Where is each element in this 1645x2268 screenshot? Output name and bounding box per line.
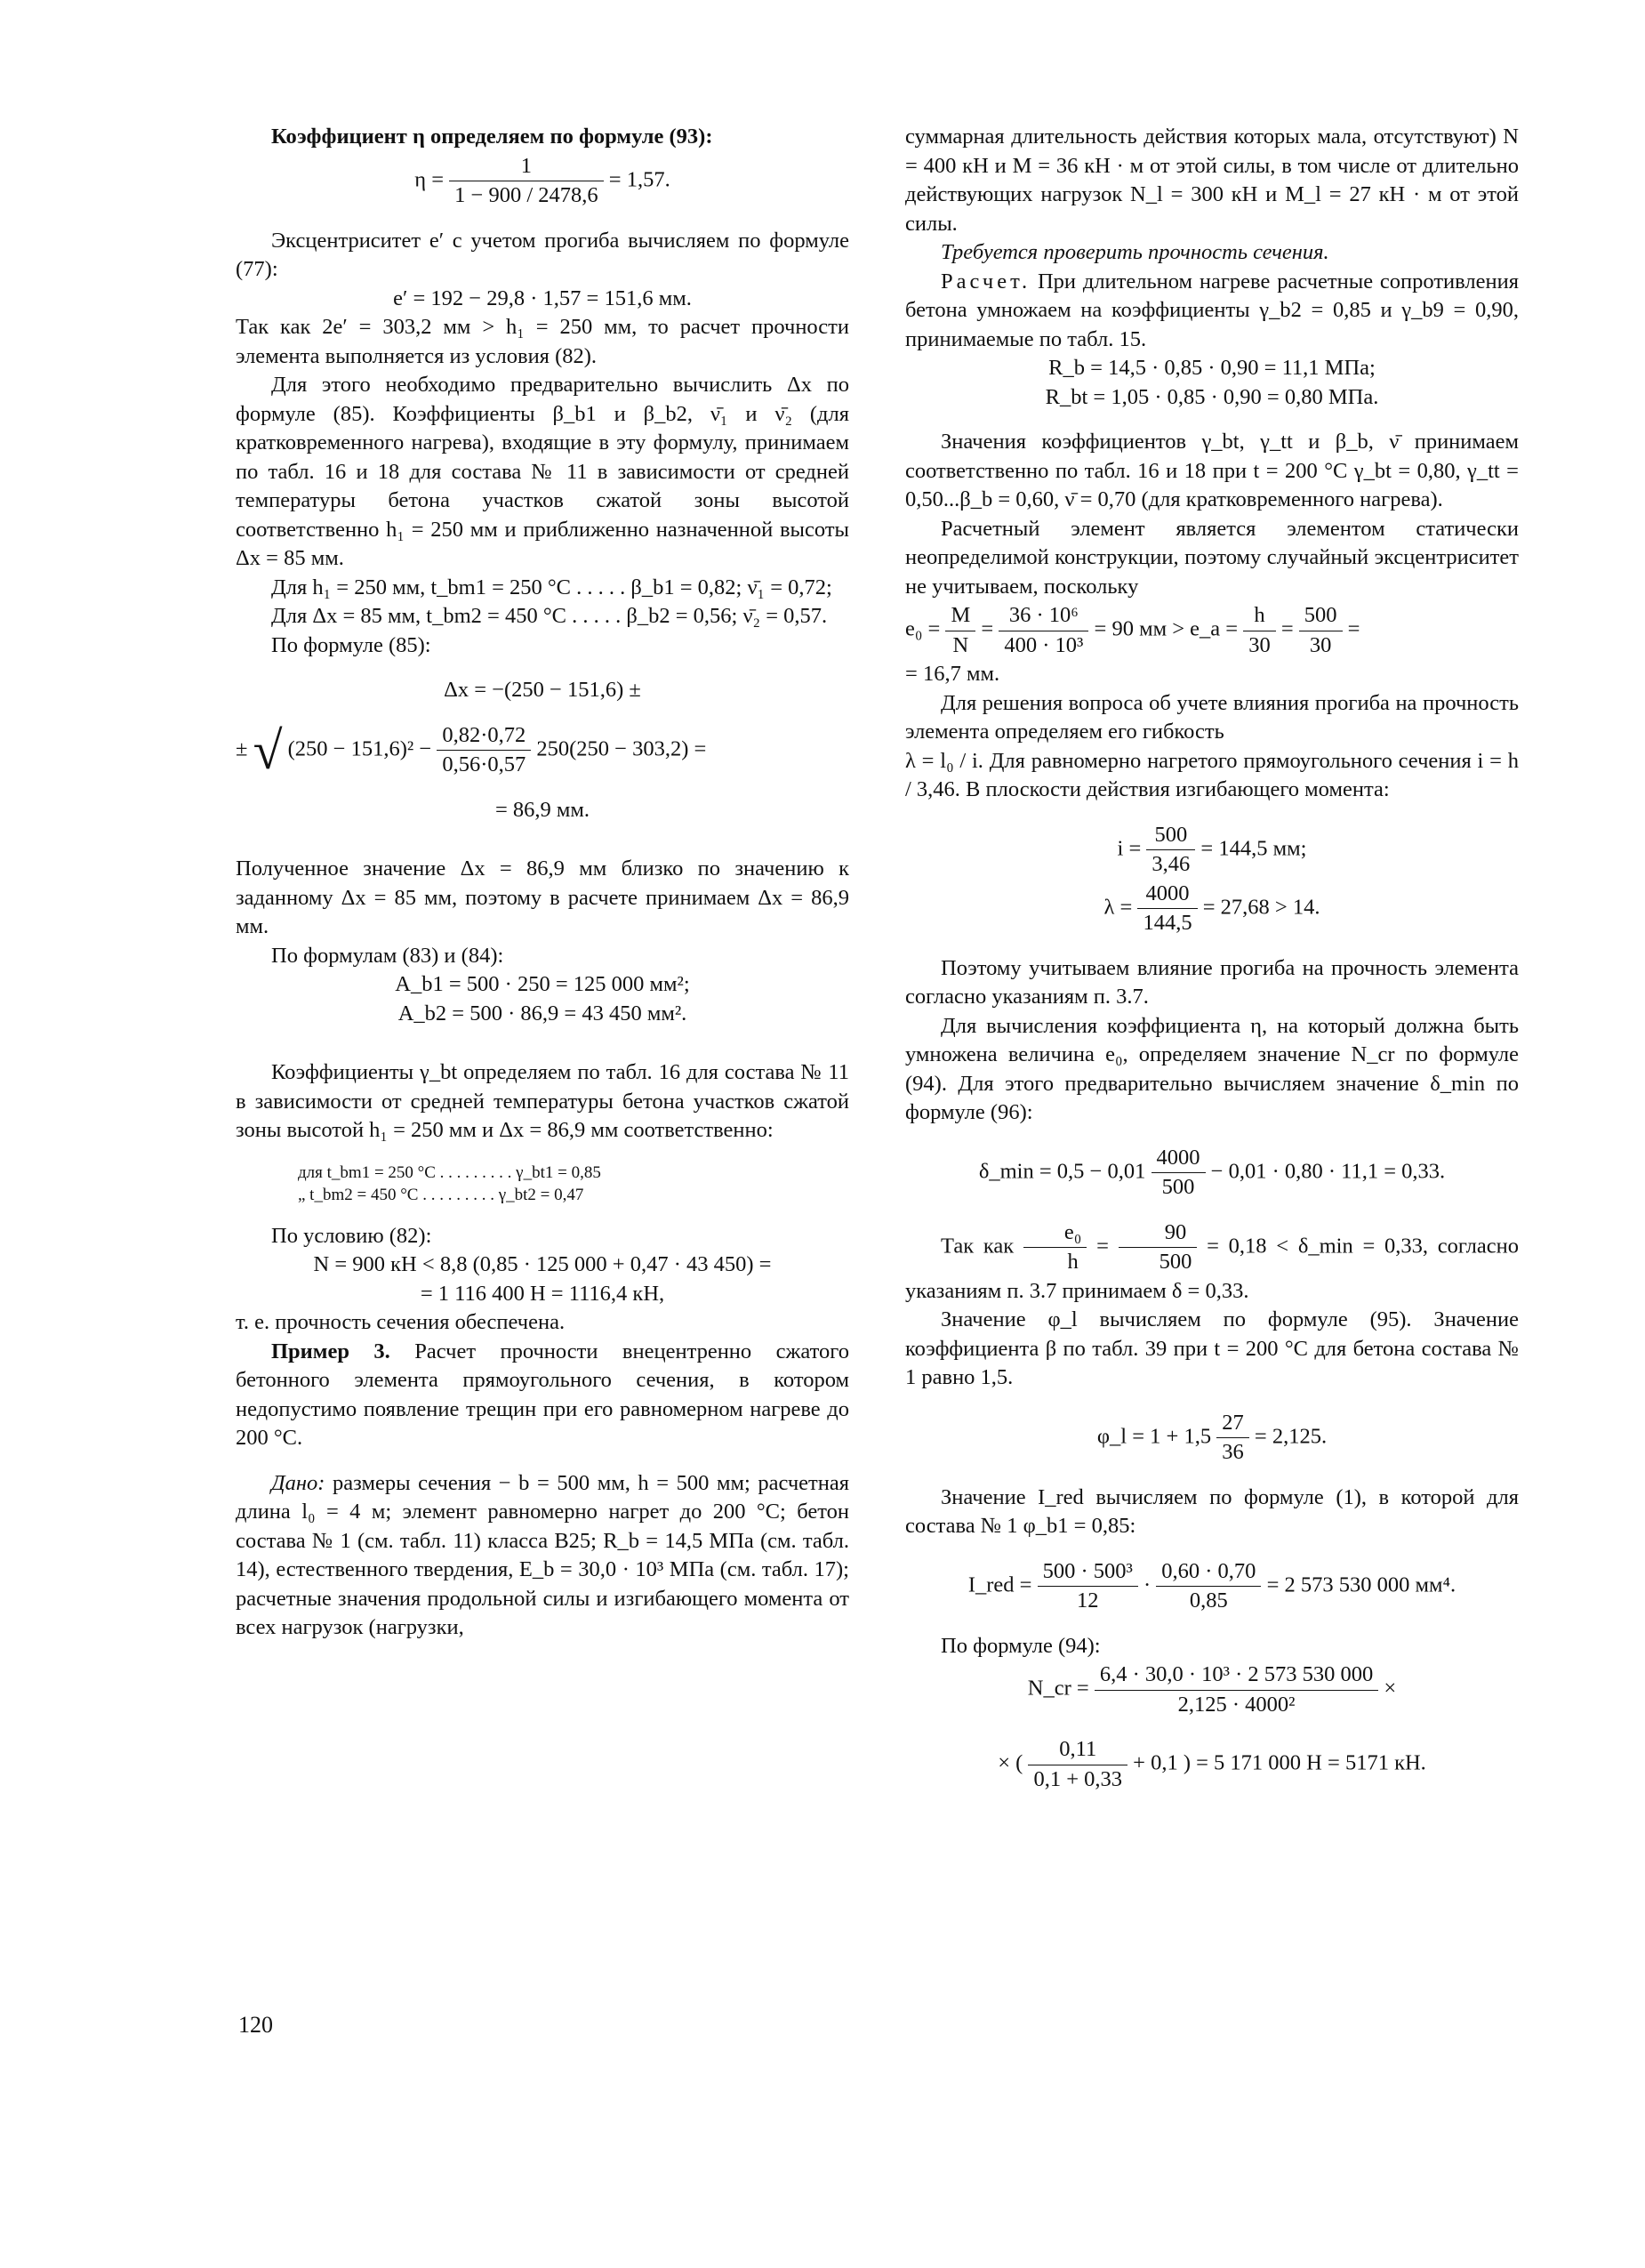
frac-den: 0,1 + 0,33: [1033, 1766, 1123, 1791]
para-phi-l: Значение φ_l вычисляем по формуле (95). Значение коэффициента β по табл. 39 при t = 200 °C для бетона состава № 1 равно 1,5.: [905, 1307, 1519, 1389]
frac-num: 500: [1299, 601, 1343, 631]
frac-den: 3,46: [1152, 852, 1191, 876]
para-required: [905, 238, 1519, 268]
frac-num: 500: [1146, 821, 1195, 851]
para-slenderness: Для решения вопроса об учете влияния прогиба на прочность элемента определяем его гибкость: [905, 690, 1519, 744]
required-text: Требуется проверить прочность сечения.: [941, 240, 1329, 264]
para-dx-values: Для Δx = 85 мм, t_bm2 = 450 °C . . . . . β_b2 = 0,56; ν̄₂ = 0,57.: [271, 604, 828, 628]
eq-part: = 144,5 мм;: [1200, 836, 1307, 861]
fraction: [999, 601, 1088, 660]
eq-part: = 2,125.: [1254, 1424, 1328, 1449]
fraction: [1023, 1218, 1087, 1277]
eq-part: − 0,01 · 0,80 · 11,1 = 0,33.: [1210, 1159, 1446, 1184]
frac-num: 4000: [1152, 1144, 1206, 1174]
formula-dx-result: = 86,9 мм.: [494, 797, 590, 822]
page-number: 120: [238, 2012, 273, 2038]
left-column: [236, 123, 849, 1643]
para-example-3: [236, 1338, 849, 1453]
frac-num: 0,11: [1028, 1735, 1127, 1765]
para-formula-94: По формуле (94):: [941, 1633, 1101, 1658]
para-formula-85: По формуле (85):: [271, 632, 431, 657]
para-dx-accepted: Полученное значение Δx = 86,9 мм близко по значению к заданному Δx = 85 мм, поэтому в расчете принимаем Δx = 86,9 мм.: [236, 857, 849, 938]
para-delta-x: Для этого необходимо предварительно вычислить Δx по формуле (85). Коэффициенты β_b1 и β_b2, ν̄₁ и ν̄₂ (для кратковременного нагрева), входящие в эту формулу, принимаем по табл. 16 и 18 для состава № 11 в зависимости от средней температуры бетона участков сжатой зоны высотой соответственно h₁ = 250 мм и приближенно назначенной высоты Δx = 85 мм.: [236, 373, 849, 570]
eq-part: λ =: [1103, 895, 1133, 920]
para-strength-ok: т. е. прочность сечения обеспечена.: [236, 1310, 566, 1334]
frac-num: e₀: [1023, 1218, 1087, 1249]
para-h1-values: Для h₁ = 250 мм, t_bm1 = 250 °C . . . . . β_b1 = 0,82; ν̄₁ = 0,72;: [271, 575, 832, 599]
eq-part: =: [1347, 616, 1360, 641]
example-3-title: Пример 3.: [271, 1339, 390, 1363]
eq-part: + 0,1 ) = 5 171 000 Н = 5171 кН.: [1133, 1750, 1426, 1775]
frac-den: 500: [1159, 1250, 1192, 1274]
fraction: [1152, 1144, 1206, 1202]
para-static: Расчетный элемент является элементом статически неопределимой конструкции, поэтому случайный эксцентриситет не учитываем, поскольку: [905, 516, 1519, 599]
formula-n-result: = 1 116 400 Н = 1116,4 кН,: [420, 1281, 665, 1306]
text-eta-intro: Коэффициент η определяем по формуле (93):: [271, 125, 713, 149]
eq-sq-term: (250 − 151,6)² −: [287, 736, 432, 761]
eq-part: ×: [1384, 1676, 1397, 1701]
formula-ncr-line1: [905, 1661, 1519, 1719]
para-eta-calc: Для вычисления коэффициента η, на который должна быть умножена величина e₀, определяем значение N_cr по формуле (94). Для этого предварительно вычисляем значение δ_min по формуле (96):: [905, 1013, 1519, 1124]
frac-num: 0,60 · 0,70: [1156, 1557, 1261, 1588]
eq-part: =: [1096, 1234, 1109, 1259]
sqrt-sign: √: [253, 720, 283, 780]
formula-dx-line2: [236, 721, 849, 780]
calc-text: При длительном нагреве расчетные сопротивления бетона умножаем на коэффициенты γ_b2 = 0,85 и γ_b9 = 0,90, принимаемые по табл. 15.: [905, 269, 1519, 351]
para-delta-accept: [905, 1218, 1519, 1307]
frac-num: 90: [1119, 1218, 1198, 1249]
formula-ab1: A_b1 = 500 · 250 = 125 000 мм²;: [395, 972, 690, 996]
formula-eta: [236, 152, 849, 211]
eq-part: =: [1280, 616, 1294, 641]
fraction-eta: [449, 152, 604, 211]
formula-ab2: A_b2 = 500 · 86,9 = 43 450 мм².: [397, 1001, 687, 1025]
row-gamma-bt1: для t_bm1 = 250 °C . . . . . . . . . γ_bt1 = 0,85: [298, 1162, 601, 1182]
frac-num: h: [1243, 601, 1276, 631]
frac-num: 36 · 10⁶: [999, 601, 1088, 631]
eq-eta-result: = 1,57.: [608, 167, 670, 192]
para-given: [236, 1469, 849, 1643]
eq-part: = 90 мм > e_a =: [1094, 616, 1239, 641]
frac-den: 500: [1161, 1175, 1195, 1199]
frac-den: 12: [1076, 1588, 1099, 1613]
eq-part: δ_min = 0,5 − 0,01: [978, 1159, 1146, 1184]
row-gamma-bt2: „ t_bm2 = 450 °C . . . . . . . . . γ_bt2 = 0,47: [298, 1185, 584, 1204]
formula-dx-line1: Δx = −(250 − 151,6) ±: [444, 678, 641, 702]
eq-part: Так как: [941, 1234, 1015, 1259]
formula-ired: [905, 1557, 1519, 1616]
fraction: [1156, 1557, 1261, 1616]
fraction: [1146, 821, 1195, 880]
frac-den: 144,5: [1143, 911, 1192, 935]
eq-part: I_red =: [967, 1572, 1032, 1597]
frac-num: 1: [449, 152, 604, 182]
fraction: [1299, 601, 1343, 660]
fraction: [1038, 1557, 1138, 1616]
fraction: [1216, 1409, 1249, 1468]
eq-tail: 250(250 − 303,2) =: [536, 736, 707, 761]
para-e0-result: = 16,7 мм.: [905, 662, 1000, 686]
fraction: [1137, 880, 1197, 938]
formula-delta-min: [905, 1144, 1519, 1202]
formula-rbt: R_bt = 1,05 · 0,85 · 0,90 = 0,80 МПа.: [1045, 384, 1379, 409]
eq-part: =: [981, 616, 994, 641]
para-condition: По условию (82):: [271, 1223, 432, 1248]
para-calc: [905, 268, 1519, 355]
fraction: [1119, 1218, 1198, 1277]
para-condition-82: Так как 2e′ = 303,2 мм > h₁ = 250 мм, то расчет прочности элемента выполняется из условия (82).: [236, 315, 849, 368]
formula-i: [905, 821, 1519, 880]
para-deflection: Поэтому учитываем влияние прогиба на прочность элемента согласно указаниям п. 3.7.: [905, 955, 1519, 1009]
eq-part: ·: [1143, 1572, 1152, 1597]
formula-n-check: N = 900 кН < 8,8 (0,85 · 125 000 + 0,47 · 43 450) =: [313, 1252, 772, 1276]
frac-num: M: [945, 601, 975, 631]
frac-den: 30: [1309, 632, 1332, 657]
eq-part: N_cr =: [1027, 1676, 1089, 1701]
eq-part: = 0,18 < δ_min = 0,33, согласно указаниям п. 3.7 принимаем δ = 0,33.: [905, 1234, 1520, 1303]
eq-part: i =: [1117, 836, 1142, 861]
fraction: [1243, 601, 1276, 660]
eq-part: φ_l = 1 + 1,5: [1096, 1424, 1212, 1449]
frac-num: 500 · 500³: [1038, 1557, 1138, 1588]
para-coefficients: Значения коэффициентов γ_bt, γ_tt и β_b, ν̄ принимаем соответственно по табл. 16 и 18 при t = 200 °C γ_bt = 0,80, γ_tt = 0,50...β_b = 0,60, ν̄ = 0,70 (для кратковременного нагрева).: [905, 430, 1519, 511]
formula-rb: R_b = 14,5 · 0,85 · 0,90 = 11,1 МПа;: [1048, 356, 1376, 380]
eq-part: = 27,68 > 14.: [1202, 895, 1320, 920]
para-gamma-bt: Коэффициенты γ_bt определяем по табл. 16 для состава № 11 в зависимости от средней температуры бетона участков сжатой зоны высотой h₁ = 250 мм и Δx = 86,9 мм соответственно:: [236, 1060, 849, 1142]
frac-num: 0,82·0,72: [437, 721, 531, 752]
example-3-text: Расчет прочности внецентренно сжатого бетонного элемента прямоугольного сечения, в котором недопустимо появление трещин при его равномерном нагреве до 200 °C.: [236, 1339, 849, 1450]
calc-label: Расчет.: [941, 269, 1031, 294]
eq-part: × (: [998, 1750, 1023, 1775]
formula-ncr-line2: [905, 1735, 1519, 1794]
given-label: Дано:: [271, 1470, 325, 1495]
frac-num: 4000: [1137, 880, 1197, 910]
frac-den: 30: [1248, 632, 1271, 657]
right-column: [905, 123, 1519, 1794]
fraction-beta: [437, 721, 531, 780]
para-ired: Значение I_red вычисляем по формуле (1), в которой для состава № 1 φ_b1 = 0,85:: [905, 1484, 1519, 1538]
formula-phi-l: [905, 1409, 1519, 1468]
para-formulas-83-84: По формулам (83) и (84):: [271, 943, 504, 968]
eq-part: e₀ =: [905, 616, 941, 641]
fraction: [1028, 1735, 1127, 1794]
frac-den: 0,56·0,57: [442, 752, 526, 776]
eq-part: = 2 573 530 000 мм⁴.: [1266, 1572, 1456, 1597]
frac-num: 27: [1216, 1409, 1249, 1439]
formula-e-prime: e′ = 192 − 29,8 · 1,57 = 151,6 мм.: [393, 286, 692, 310]
frac-den: 0,85: [1189, 1588, 1228, 1613]
para-eccentricity: Эксцентриситет e′ с учетом прогиба вычисляем по формуле (77):: [236, 228, 849, 281]
para-eta-intro: [236, 123, 849, 152]
frac-den: 36: [1222, 1440, 1244, 1464]
eq-eta-lhs: η =: [414, 167, 445, 192]
frac-den: 400 · 10³: [1004, 632, 1084, 657]
fraction: [1095, 1661, 1378, 1719]
fraction: [945, 601, 975, 660]
formula-lambda: [905, 880, 1519, 938]
para-lambda-def: λ = l₀ / i. Для равномерно нагретого прямоугольного сечения i = h / 3,46. В плоскости действия изгибающего момента:: [905, 748, 1519, 801]
frac-num: 6,4 · 30,0 · 10³ · 2 573 530 000: [1095, 1661, 1378, 1691]
frac-den: h: [1067, 1250, 1079, 1274]
given-text: размеры сечения − b = 500 мм, h = 500 мм; расчетная длина l₀ = 4 м; элемент равномерно нагрет до 200 °C; бетон состава № 1 (см. табл. 11) класса B25; R_b = 14,5 МПа (см. табл. 14), естественного твердения, E_b = 30,0 · 10³ МПа (см. табл. 17); расчетные значения продольной силы и изгибающего момента от всех нагрузок (нагрузки,: [236, 1470, 850, 1639]
frac-den: N: [952, 632, 969, 657]
frac-den: 2,125 · 4000²: [1177, 1692, 1296, 1717]
formula-e0: [905, 601, 1519, 660]
frac-den: 1 − 900 / 2478,6: [454, 183, 598, 207]
para-loads: суммарная длительность действия которых мала, отсутствуют) N = 400 кН и M = 36 кН · м от этой силы, в том числе от длительно действующих нагрузок N_l = 300 кН и M_l = 27 кН · м от этой силы.: [905, 125, 1519, 236]
eq-pm: ±: [236, 736, 253, 761]
